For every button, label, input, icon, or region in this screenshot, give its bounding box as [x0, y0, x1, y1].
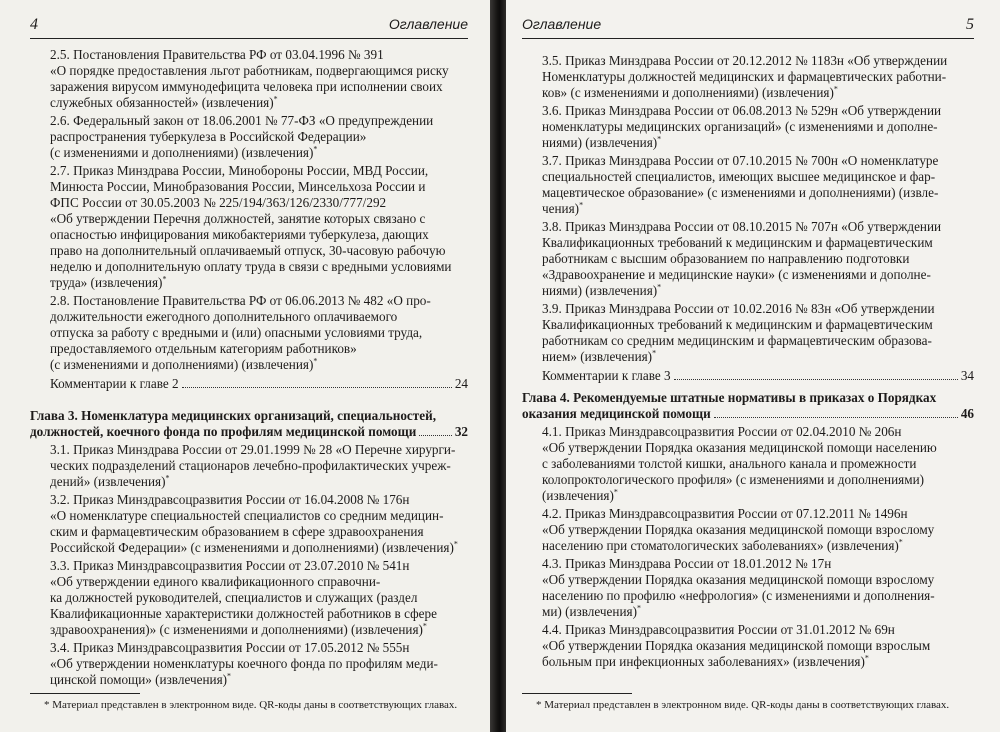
footnote-rule	[30, 693, 140, 694]
toc-entry-line	[542, 440, 974, 456]
toc-entry[interactable]	[542, 506, 974, 554]
toc-entry-text: отпуска за работу с вредными и (или) опасными условиями труда,	[50, 325, 423, 340]
toc-entry-text: заражения вирусом иммунодефицита человека при исполнении своих	[50, 79, 443, 94]
toc-entry-text: предоставляемого отдельным категориям работников»	[50, 341, 357, 356]
toc-entry[interactable]	[50, 442, 468, 490]
toc-entry-text: колопроктологического профиля» (с изменениями и дополнениями)	[542, 472, 925, 487]
toc-entry[interactable]	[542, 301, 974, 365]
toc-entry-line	[542, 424, 974, 440]
footnote-marker: *	[165, 473, 170, 483]
toc-entry-text: 3.2. Приказ Минздравсоцразвития России от 16.04.2008 № 176н	[50, 492, 410, 507]
toc-entry-text: цинской помощи» (извлечения)	[50, 672, 228, 687]
toc-entry-text: «Об утверждении единого квалификационного справочни-	[50, 574, 381, 589]
toc-entry-text: 2.8. Постановление Правительства РФ от 06.06.2013 № 482 «О про-	[50, 293, 431, 308]
toc-entry-line	[542, 267, 974, 283]
toc-entry-text: населению по профилю «нефрология» (с изменениями и дополнения-	[542, 588, 935, 603]
toc-entry-line	[50, 622, 468, 638]
toc-entry-text: неделю и дополнительную оплату труда в связи с вредными условиями	[50, 259, 452, 274]
toc-entry-line	[542, 251, 974, 267]
toc-entry-line	[50, 606, 468, 622]
toc-entry-text: «Об утверждении Порядка оказания медицинской помощи населению	[542, 440, 937, 455]
toc-entry-line	[50, 458, 468, 474]
toc-entry-line	[542, 201, 974, 217]
toc-chapter-heading[interactable]	[30, 408, 468, 440]
toc-entry-line	[50, 492, 468, 508]
toc-entry-line	[50, 590, 468, 606]
toc-entry[interactable]	[50, 492, 468, 556]
toc-entry-line	[50, 574, 468, 590]
footnote-marker: *	[422, 621, 427, 631]
toc-entry-text: 4.4. Приказ Минздравсоцразвития России от 31.01.2012 № 69н	[542, 622, 895, 637]
toc-entry-text: 2.6. Федеральный закон от 18.06.2001 № 77-ФЗ «О предупреждении	[50, 113, 434, 128]
toc-entry-line	[542, 69, 974, 85]
toc-entry-line	[542, 572, 974, 588]
footnote-marker: *	[652, 348, 657, 358]
toc-entry[interactable]	[50, 47, 468, 111]
running-title: Оглавление	[522, 16, 602, 32]
toc-entry-line	[50, 259, 468, 275]
toc-entry-line	[542, 556, 974, 572]
toc-entry-text: ским и фармацевтическим образованием в сфере здравоохранения	[50, 524, 424, 539]
toc-entry-text: (извлечения)	[542, 488, 614, 503]
toc-entry-line	[50, 145, 468, 161]
toc-entry-text: ниями) (извлечения)	[542, 135, 658, 150]
footnote-marker: *	[898, 537, 903, 547]
toc-entry-line	[50, 95, 468, 111]
toc-entry-line	[50, 640, 468, 656]
page-number: 5	[966, 16, 974, 33]
toc-entry-text: 3.3. Приказ Минздравсоцразвития России от 23.07.2010 № 541н	[50, 558, 410, 573]
toc-entry-text: «О порядке предоставления льгот работникам, подвергающимся риску	[50, 63, 449, 78]
toc-entry-text: «Об утверждении Перечня должностей, занятие которых связано с	[50, 211, 426, 226]
footnote-marker: *	[636, 603, 641, 613]
toc-entry-text: «Об утверждении номенклатуры коечного фонда по профилям меди-	[50, 656, 438, 671]
toc-entry-line	[50, 179, 468, 195]
toc-entry-line	[542, 654, 974, 670]
toc-entry-line	[50, 47, 468, 63]
toc-entry-line	[542, 169, 974, 185]
toc-entry-text: ков» (с изменениями и дополнениями) (извлечения)	[542, 85, 834, 100]
toc-entry-text: чения)	[542, 201, 580, 216]
toc-entry[interactable]	[50, 640, 468, 688]
toc-page-number: 24	[454, 376, 468, 391]
toc-entry-line	[50, 474, 468, 490]
toc-entry-text: ниями) (извлечения)	[542, 283, 658, 298]
toc-entry-line	[542, 283, 974, 299]
toc-entry-text: мацевтическое образование» (с изменениями и дополнениями) (извле-	[542, 185, 939, 200]
toc-entry-line	[542, 85, 974, 101]
toc-entry-text: Квалификационные характеристики должностей работников в сфере	[50, 606, 437, 621]
leader-dots	[419, 435, 451, 436]
page-number: 4	[30, 16, 38, 33]
toc-entry-text: 4.1. Приказ Минздравсоцразвития России от 02.04.2010 № 206н	[542, 424, 902, 439]
chapter-line: оказания медицинской помощи	[522, 406, 711, 421]
toc-entry-line	[542, 349, 974, 365]
footnote-text: * Материал представлен в электронном виде. QR-коды даны в соответствующих главах.	[536, 699, 950, 711]
toc-entry-line	[542, 604, 974, 620]
toc-content	[522, 53, 974, 670]
footnote	[30, 693, 468, 712]
toc-entry-text: труда» (извлечения)	[50, 275, 163, 290]
toc-entry-line	[50, 558, 468, 574]
toc-page-number: 32	[454, 424, 468, 439]
footnote-marker: *	[162, 274, 167, 284]
footnote-rule	[522, 693, 632, 694]
toc-entry-line	[50, 227, 468, 243]
toc-entry-line	[50, 195, 468, 211]
footnote-text: * Материал представлен в электронном виде. QR-коды даны в соответствующих главах.	[44, 699, 458, 711]
toc-entry-text: больным при инфекционных заболеваниях» (извлечения)	[542, 654, 865, 669]
leader-dots	[714, 417, 958, 418]
toc-entry[interactable]	[50, 113, 468, 161]
toc-entry-line	[50, 357, 468, 373]
toc-entry-text: 3.8. Приказ Минздрава России от 08.10.2015 № 707н «Об утверждении	[542, 219, 942, 234]
toc-chapter-heading[interactable]	[522, 390, 974, 422]
toc-entry-text: «Об утверждении Порядка оказания медицинской помощи взрослым	[542, 638, 931, 653]
footnote-marker: *	[657, 282, 662, 292]
toc-entry-text: «О номенклатуре специальностей специалистов со средним медицин-	[50, 508, 444, 523]
toc-entry[interactable]	[542, 219, 974, 299]
toc-entry-text: работникам со средним медицинским и фармацевтическим образова-	[542, 333, 932, 348]
toc-entry-line	[542, 456, 974, 472]
chapter-line: Глава 3. Номенклатура медицинских организаций, специальностей,	[30, 408, 437, 423]
toc-entry-text: «Здравоохранение и медицинские науки» (с изменениями и дополне-	[542, 267, 931, 282]
toc-entry-line	[50, 243, 468, 259]
toc-entry-line	[542, 638, 974, 654]
toc-comments-line[interactable]	[50, 376, 468, 392]
left-page	[0, 0, 490, 732]
toc-entry-text: 3.6. Приказ Минздрава России от 06.08.2013 № 529н «Об утверждении	[542, 103, 942, 118]
chapter-line: Глава 4. Рекомендуемые штатные нормативы в приказах о Порядках	[522, 390, 937, 405]
toc-entry-line	[50, 309, 468, 325]
toc-entry-line	[542, 588, 974, 604]
toc-entry-text: 3.5. Приказ Минздрава России от 20.12.2012 № 1183н «Об утверждении	[542, 53, 948, 68]
toc-comments-line[interactable]	[542, 368, 974, 384]
footnote-marker: *	[579, 200, 584, 210]
toc-entry-line	[542, 538, 974, 554]
toc-page-number: 46	[960, 406, 974, 421]
footnote-marker: *	[313, 356, 318, 366]
toc-entry-line	[542, 333, 974, 349]
toc-entry-line	[542, 317, 974, 333]
toc-entry-line	[50, 341, 468, 357]
toc-entry-text: с заболеваниями толстой кишки, анального канала и промежности	[542, 456, 917, 471]
chapter-line: должностей, коечного фонда по профилям медицинской помощи	[30, 424, 417, 439]
footnote-marker: *	[833, 84, 838, 94]
toc-entry[interactable]	[50, 163, 468, 291]
toc-entry[interactable]	[542, 556, 974, 620]
toc-entry-text: здравоохранения)» (с изменениями и дополнениями) (извлечения)	[50, 622, 423, 637]
toc-entry-line	[50, 163, 468, 179]
toc-entry-line	[50, 113, 468, 129]
footnote-marker: *	[453, 539, 458, 549]
toc-entry-line	[542, 235, 974, 251]
toc-entry-text: 3.9. Приказ Минздрава России от 10.02.2016 № 83н «Об утверждении	[542, 301, 935, 316]
toc-entry-text: (с изменениями и дополнениями) (извлечения)	[50, 145, 314, 160]
toc-page-number: 34	[960, 368, 974, 383]
toc-entry[interactable]	[50, 558, 468, 638]
toc-entry-line	[50, 672, 468, 688]
toc-entry-line	[50, 442, 468, 458]
toc-entry-line	[50, 211, 468, 227]
toc-entry-line	[50, 293, 468, 309]
footnote-marker: *	[313, 144, 318, 154]
toc-entry-text: право на дополнительный оплачиваемый отпуск, 30-часовую рабочую	[50, 243, 446, 258]
toc-entry-text: дений» (извлечения)	[50, 474, 166, 489]
toc-entry-line	[50, 79, 468, 95]
toc-entry-text: ФПС России от 30.05.2003 № 225/194/363/126/2330/777/292	[50, 195, 387, 210]
toc-entry-text: ка должностей руководителей, специалистов и служащих (раздел	[50, 590, 418, 605]
toc-entry-text: служебных обязанностей» (извлечения)	[50, 95, 274, 110]
toc-entry-text: специальностей специалистов, имеющих высшее медицинское и фар-	[542, 169, 936, 184]
toc-entry-line	[542, 103, 974, 119]
toc-entry[interactable]	[542, 622, 974, 670]
leader-dots	[182, 387, 452, 388]
toc-entry-line	[542, 53, 974, 69]
toc-entry-line	[542, 185, 974, 201]
toc-entry-text: 3.7. Приказ Минздрава России от 07.10.2015 № 700н «О номенклатуре	[542, 153, 939, 168]
toc-entry[interactable]	[542, 103, 974, 151]
toc-entry-line	[50, 540, 468, 556]
toc-entry-line	[542, 301, 974, 317]
toc-entry-line	[50, 275, 468, 291]
toc-entry-text: населению при стоматологических заболеваниях» (извлечения)	[542, 538, 899, 553]
toc-entry-text: (с изменениями и дополнениями) (извлечения)	[50, 357, 314, 372]
toc-entry-line	[542, 153, 974, 169]
toc-entry-line	[542, 472, 974, 488]
toc-entry-text: ческих подразделений стационаров лечебно-профилактических учреж-	[50, 458, 451, 473]
toc-entry-text: распространения туберкулеза в Российской Федерации»	[50, 129, 367, 144]
right-page	[506, 0, 1000, 732]
footnote-marker: *	[864, 653, 869, 663]
toc-entry-text: 2.7. Приказ Минздрава России, Минобороны России, МВД России,	[50, 163, 429, 178]
toc-entry-text: Минюста России, Минобразования России, Минсельхоза России и	[50, 179, 426, 194]
toc-entry-text: 4.3. Приказ Минздрава России от 18.01.2012 № 17н	[542, 556, 832, 571]
toc-entry-text: 2.5. Постановления Правительства РФ от 03.04.1996 № 391	[50, 47, 384, 62]
toc-entry-line	[542, 488, 974, 504]
footnote-marker: *	[227, 671, 232, 681]
toc-entry-text: работникам с высшим образованием по направлению подготовки	[542, 251, 910, 266]
toc-entry-text: 4.2. Приказ Минздравсоцразвития России от 07.12.2011 № 1496н	[542, 506, 908, 521]
page-header	[522, 0, 974, 39]
leader-dots	[674, 379, 958, 380]
toc-entry-text: Российской Федерации» (с изменениями и дополнениями) (извлечения)	[50, 540, 454, 555]
toc-entry-line	[50, 508, 468, 524]
running-title: Оглавление	[388, 16, 468, 32]
book-spine	[490, 0, 506, 732]
toc-entry-line	[542, 135, 974, 151]
toc-entry-text: нием» (извлечения)	[542, 349, 653, 364]
toc-entry-line	[542, 219, 974, 235]
toc-entry-line	[542, 506, 974, 522]
toc-entry-text: номенклатуры медицинских организаций» (с изменениями и дополне-	[542, 119, 938, 134]
toc-entry-text: опасностью инфицирования микобактериями туберкулеза, дающих	[50, 227, 429, 242]
toc-entry-text: ми) (извлечения)	[542, 604, 637, 619]
footnote	[522, 693, 974, 712]
footnote-marker: *	[613, 487, 618, 497]
toc-entry[interactable]	[542, 424, 974, 504]
toc-entry-line	[50, 524, 468, 540]
toc-entry-line	[542, 522, 974, 538]
toc-entry-line	[50, 129, 468, 145]
toc-entry[interactable]	[542, 153, 974, 217]
toc-entry-line	[50, 325, 468, 341]
toc-comments-label: Комментарии к главе 2	[50, 376, 179, 391]
toc-entry-text: 3.4. Приказ Минздравсоцразвития России от 17.05.2012 № 555н	[50, 640, 410, 655]
toc-entry-line	[542, 622, 974, 638]
toc-content	[30, 47, 468, 688]
toc-entry-text: Квалификационных требований к медицинским и фармацевтическим	[542, 235, 933, 250]
footnote-marker: *	[273, 94, 278, 104]
toc-comments-label: Комментарии к главе 3	[542, 368, 671, 383]
toc-entry[interactable]	[50, 293, 468, 373]
toc-entry[interactable]	[542, 53, 974, 101]
page-header	[30, 0, 468, 39]
footnote-marker: *	[657, 134, 662, 144]
toc-entry-text: «Об утверждении Порядка оказания медицинской помощи взрослому	[542, 522, 935, 537]
toc-entry-text: Номенклатуры должностей медицинских и фармацевтических работни-	[542, 69, 947, 84]
toc-entry-text: 3.1. Приказ Минздрава России от 29.01.1999 № 28 «О Перечне хирурги-	[50, 442, 456, 457]
toc-entry-text: должительности ежегодного дополнительного оплачиваемого	[50, 309, 398, 324]
toc-entry-line	[542, 119, 974, 135]
toc-entry-text: Квалификационных требований к медицинским и фармацевтическим	[542, 317, 933, 332]
toc-entry-text: «Об утверждении Порядка оказания медицинской помощи взрослому	[542, 572, 935, 587]
toc-entry-line	[50, 656, 468, 672]
toc-entry-line	[50, 63, 468, 79]
